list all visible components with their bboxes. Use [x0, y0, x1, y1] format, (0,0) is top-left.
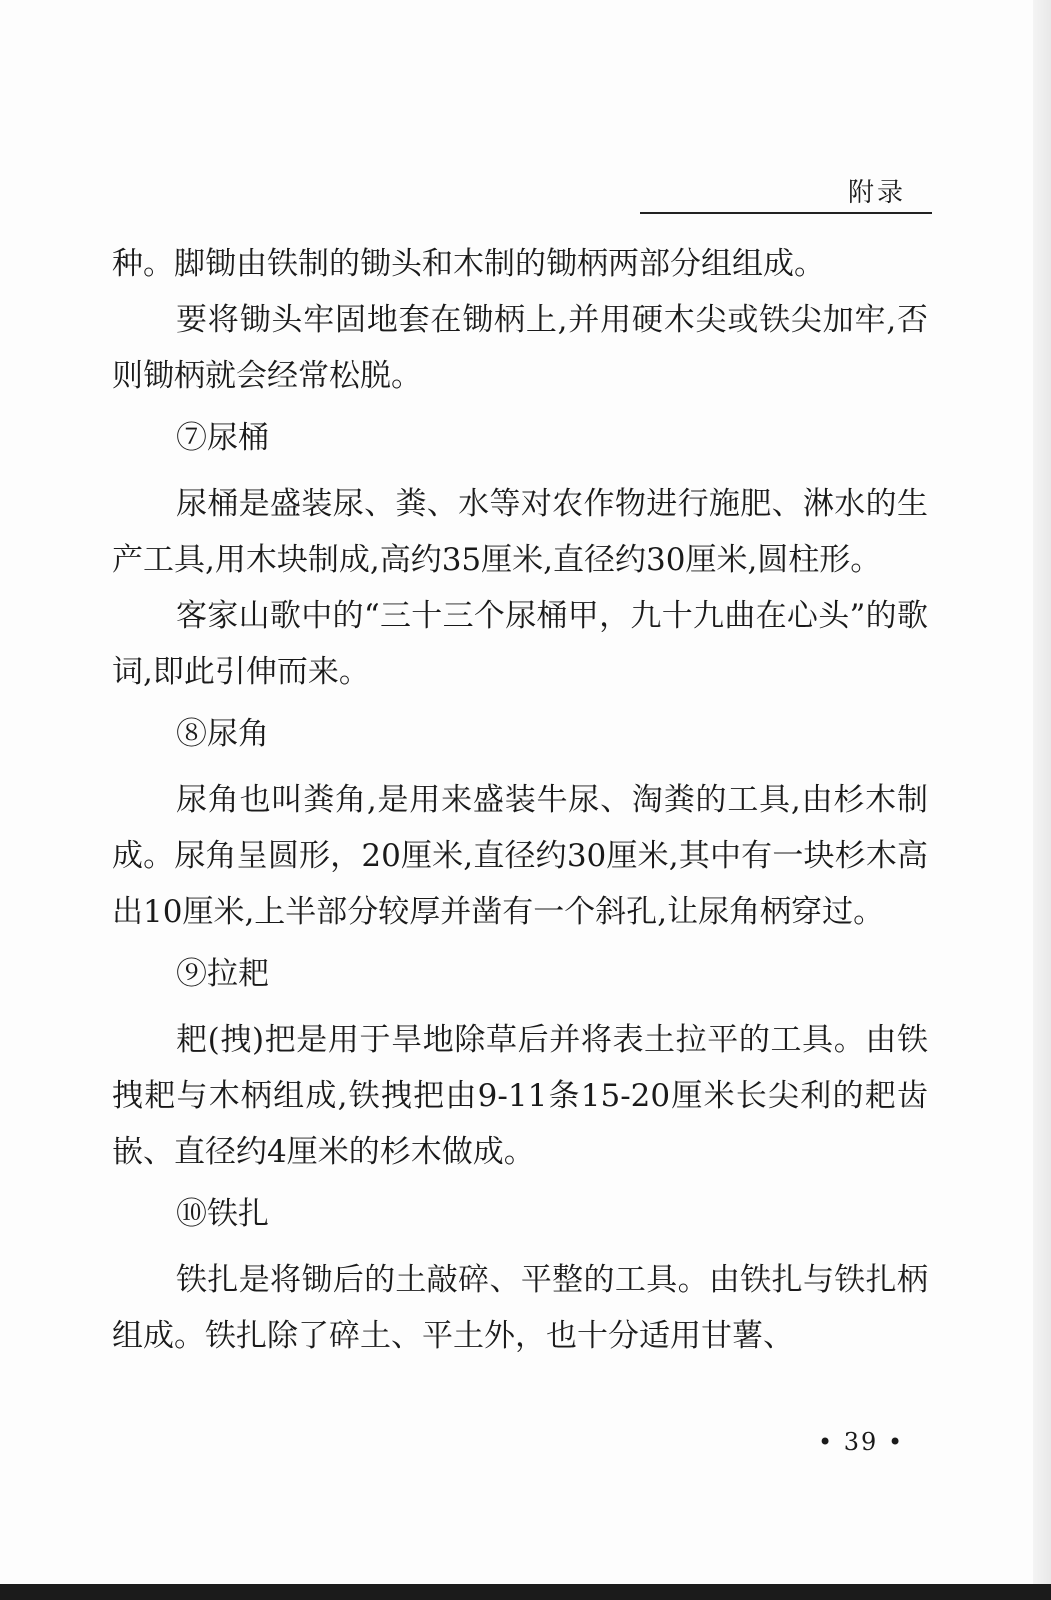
paragraph: 耙(拽)把是用于旱地除草后并将表土拉平的工具。由铁拽耙与木柄组成,铁拽把由9-11条15-20厘米长尖利的耙齿嵌、直径约4厘米的杉木做成。	[112, 1022, 928, 1170]
page-number: • 39 •	[818, 1428, 905, 1456]
page-edge-shadow	[1033, 0, 1051, 1600]
paragraph: 铁扎是将锄后的土敲碎、平整的工具。由铁扎与铁扎柄组成。铁扎除了碎土、平土外，也十分适用甘薯、	[112, 1262, 928, 1354]
running-header	[640, 172, 932, 214]
body-text	[112, 236, 928, 1364]
paragraph: 尿角也叫粪角,是用来盛装牛尿、淘粪的工具,由杉木制成。尿角呈圆形，20厘米,直径约30厘米,其中有一块杉木高出10厘米,上半部分较厚并凿有一个斜孔,让尿角柄穿过。	[112, 782, 928, 930]
paragraph: 客家山歌中的“三十三个尿桶甲，九十九曲在心头”的歌词,即此引伸而来。	[112, 598, 928, 690]
paragraph-continuation: 种。脚锄由铁制的锄头和木制的锄柄两部分组组成。	[112, 246, 825, 282]
section-heading-urine-horn: ⑧尿角	[176, 716, 269, 752]
section-heading-urine-bucket: ⑦尿桶	[176, 420, 269, 456]
header-title: 附录	[847, 178, 906, 208]
paragraph: 要将锄头牢固地套在锄柄上,并用硬木尖或铁尖加牢,否则锄柄就会经常松脱。	[112, 302, 928, 394]
scan-bottom-edge	[0, 1584, 1051, 1600]
section-heading-rake: ⑨拉耙	[176, 956, 269, 992]
paragraph: 尿桶是盛装尿、粪、水等对农作物进行施肥、淋水的生产工具,用木块制成,高约35厘米,直径约30厘米,圆柱形。	[112, 486, 928, 578]
section-heading-iron-tamper: ⑩铁扎	[176, 1196, 269, 1232]
